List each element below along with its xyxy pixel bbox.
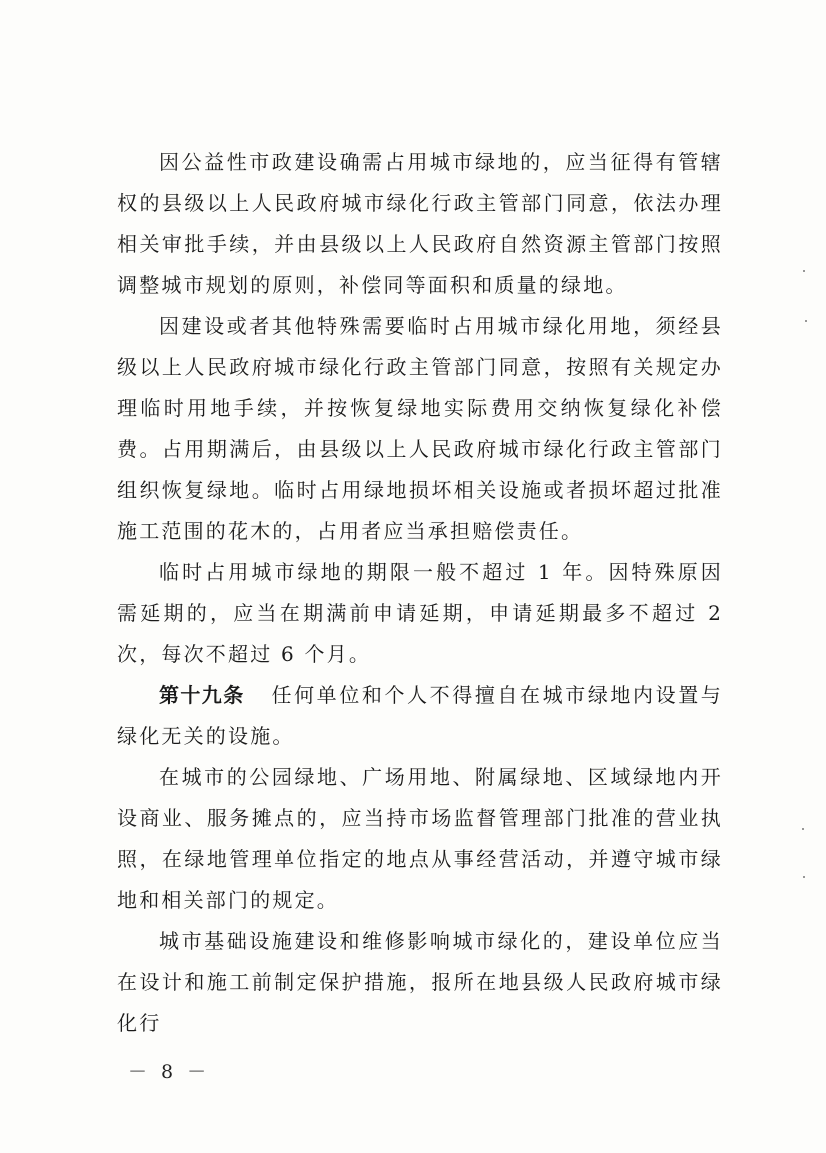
paragraph-text: 城市基础设施建设和维修影响城市绿化的，建设单位应当在设计和施工前制定保护措施，报所在地县级人民政府城市绿化行 (117, 929, 723, 1035)
article-heading: 第十九条 (159, 683, 245, 707)
scan-speck (802, 828, 804, 830)
paragraph-2 (117, 306, 723, 552)
article-19 (117, 675, 723, 757)
scan-speck (803, 270, 805, 272)
page-number: － 8 － (128, 1061, 211, 1083)
paragraph-6 (117, 921, 723, 1044)
scan-speck (805, 320, 807, 322)
paragraph-3 (117, 552, 723, 675)
paragraph-text: 临时占用城市绿地的期限一般不超过 1 年。因特殊原因需延期的，应当在期满前申请延期，申请延期最多不超过 2 次，每次不超过 6 个月。 (117, 560, 723, 666)
paragraph-1 (117, 142, 723, 306)
paragraph-text: 任何单位和个人不得擅自在城市绿地内设置与绿化无关的设施。 (117, 683, 724, 748)
scan-speck (803, 876, 805, 878)
paragraph-text: 在城市的公园绿地、广场用地、附属绿地、区域绿地内开设商业、服务摊点的，应当持市场监督管理部门批准的营业执照，在绿地管理单位指定的地点从事经营活动，并遵守城市绿地和相关部门的规定。 (117, 765, 723, 912)
paragraph-5 (117, 757, 723, 921)
document-body (117, 142, 723, 1044)
paragraph-text: 因公益性市政建设确需占用城市绿地的，应当征得有管辖权的县级以上人民政府城市绿化行政主管部门同意，依法办理相关审批手续，并由县级以上人民政府自然资源主管部门按照调整城市规划的原则，补偿同等面积和质量的绿地。 (117, 150, 723, 297)
paragraph-text: 因建设或者其他特殊需要临时占用城市绿化用地，须经县级以上人民政府城市绿化行政主管部门同意，按照有关规定办理临时用地手续，并按恢复绿地实际费用交纳恢复绿化补偿费。占用期满后，由县级以上人民政府城市绿化行政主管部门组织恢复绿地。临时占用绿地损坏相关设施或者损坏超过批准施工范围的花木的，占用者应当承担赔偿责任。 (117, 314, 723, 543)
